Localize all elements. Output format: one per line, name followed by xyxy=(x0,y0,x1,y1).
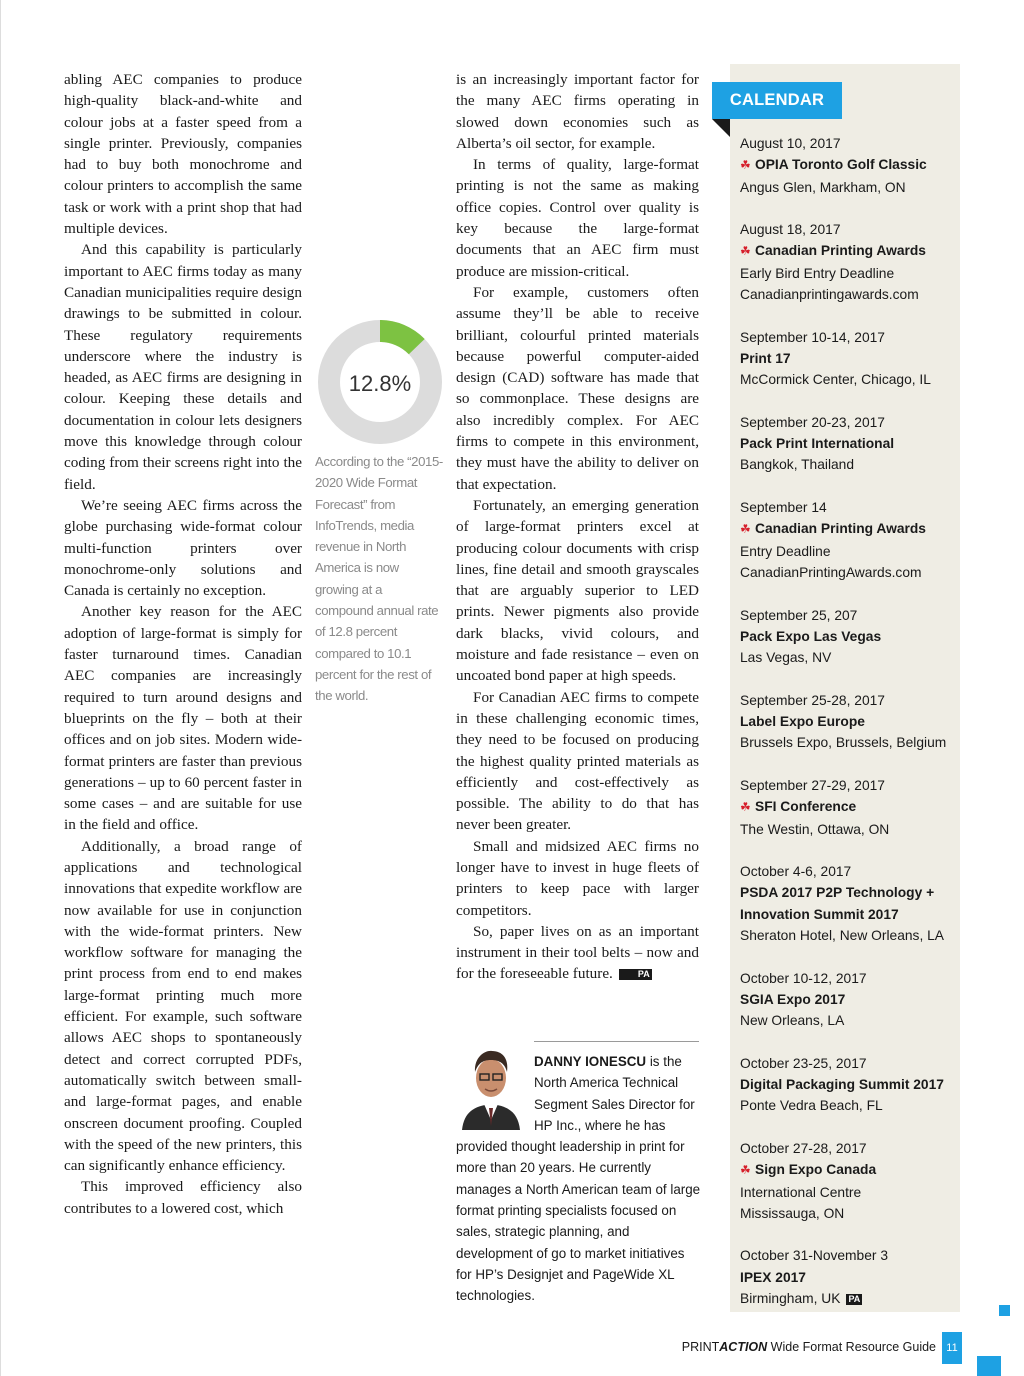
article-paragraph: We’re seeing AEC firms across the globe purchasing wide-format colour multi-function printers over monochrome-only solutions and Canada is certainly no exception. xyxy=(64,496,302,600)
author-photo xyxy=(456,1042,526,1130)
event-name xyxy=(740,1267,955,1288)
event-name-text: Sign Expo Canada xyxy=(755,1162,877,1178)
calendar-event xyxy=(740,861,955,946)
event-name-text: Pack Expo Las Vegas xyxy=(740,628,882,644)
event-detail xyxy=(740,819,955,840)
event-detail-text: Mississauga, ON xyxy=(740,1205,845,1221)
calendar-event xyxy=(740,497,955,583)
donut-highlight-slice xyxy=(380,331,417,347)
event-name xyxy=(740,796,955,818)
event-detail xyxy=(740,177,955,198)
article-column-2 xyxy=(456,69,699,985)
event-detail xyxy=(740,369,955,390)
event-detail xyxy=(740,647,955,668)
article-paragraph: For Canadian AEC firms to compete in these challenging economic times, they need to be focused on producing the highest quality printed materials as efficiently and cost-effectively as possible. The ability to do that has never been greater. xyxy=(456,688,699,834)
event-detail-text: Birmingham, UK xyxy=(740,1291,841,1307)
calendar-heading: CALENDAR xyxy=(712,82,842,119)
event-detail xyxy=(740,732,955,753)
event-name xyxy=(740,154,955,176)
event-detail xyxy=(740,925,955,946)
event-detail-text: CanadianPrintingAwards.com xyxy=(740,564,922,580)
maple-leaf-icon: ☘ xyxy=(740,800,751,815)
article-paragraph xyxy=(456,921,699,985)
event-date: September 20-23, 2017 xyxy=(740,414,885,430)
page-footer xyxy=(682,1340,936,1354)
stat-sidebar xyxy=(315,317,443,707)
event-date: August 18, 2017 xyxy=(740,222,841,238)
event-detail xyxy=(740,1288,955,1309)
event-date: September 25, 207 xyxy=(740,607,858,623)
event-name-text: SGIA Expo 2017 xyxy=(740,991,846,1007)
event-detail xyxy=(740,541,955,562)
event-detail-text: Ponte Vedra Beach, FL xyxy=(740,1098,883,1114)
page-number: 11 xyxy=(942,1332,962,1364)
calendar-event-list xyxy=(740,133,955,1331)
article-paragraph: Fortunately, an emerging generation of large-format printers excel at producing colour documents with crisp lines, fine detail and smooth grayscales that are arguably superior to LED prints. Newer pigments also provide dark blacks, vivid colours, and moisture and fade resistance – even on uncoated bond paper at high speeds. xyxy=(456,496,699,685)
calendar-event xyxy=(740,1245,955,1309)
calendar-event xyxy=(740,219,955,305)
event-date: October 31-November 3 xyxy=(740,1248,888,1264)
calendar-event xyxy=(740,133,955,198)
event-detail-text: Entry Deadline xyxy=(740,543,831,559)
article-paragraph: This improved efficiency also contributes to a lowered cost, which xyxy=(64,1178,302,1217)
calendar-tab-fold xyxy=(712,119,730,137)
author-bio xyxy=(456,1051,701,1307)
event-name xyxy=(740,882,955,925)
event-detail xyxy=(740,1095,955,1116)
event-detail-text: The Westin, Ottawa, ON xyxy=(740,821,890,837)
footer-brand: PRINTACTION xyxy=(681,1340,768,1354)
donut-chart xyxy=(315,317,445,447)
calendar-event xyxy=(740,327,955,391)
maple-leaf-icon: ☘ xyxy=(740,158,751,173)
event-name xyxy=(740,240,955,262)
event-date: September 25-28, 2017 xyxy=(740,692,885,708)
article-paragraph: is an increasingly important factor for the many AEC firms operating in slowed down economies such as Alberta’s oil sector, for example. xyxy=(456,71,699,152)
event-date: October 10-12, 2017 xyxy=(740,970,867,986)
article-paragraph: In terms of quality, large-format printing is not the same as making office copies. Control over quality is key because the large-format documents that an AEC firm must produce are mission-critical. xyxy=(456,156,699,280)
bio-divider xyxy=(534,1041,699,1042)
calendar-event xyxy=(740,1138,955,1224)
event-detail-text: New Orleans, LA xyxy=(740,1013,845,1029)
event-detail-text: International Centre xyxy=(740,1184,862,1200)
calendar-event xyxy=(740,968,955,1032)
event-date: October 4-6, 2017 xyxy=(740,864,852,880)
event-name xyxy=(740,348,955,369)
event-detail-text: McCormick Center, Chicago, IL xyxy=(740,372,931,388)
article-paragraph: abling AEC companies to produce high-quality black-and-white and colour jobs at a faster speed from a single printer. Previously, companies had to buy both monochrome and colour printers to accomplish the same task or work with a print shop that had multiple devices. xyxy=(64,71,302,238)
event-name-text: SFI Conference xyxy=(755,799,857,815)
event-name-text: PSDA 2017 P2P Technology + Innovation Summit 2017 xyxy=(740,885,935,922)
calendar-event xyxy=(740,690,955,754)
event-detail xyxy=(740,454,955,475)
author-bio-text: is the North America Technical Segment Sales Director for HP Inc., where he has provided thought leadership in print for more than 20 years. He currently manages a North American team of large format printing specialists focused on sales, strategic planning, and development of go to market initiatives for HP’s Designjet and PageWide XL technologies. xyxy=(456,1054,701,1304)
event-detail-text: Bangkok, Thailand xyxy=(740,457,855,473)
maple-leaf-icon: ☘ xyxy=(740,522,751,537)
page-edge xyxy=(0,0,1,1376)
event-name xyxy=(740,1074,955,1095)
maple-leaf-icon: ☘ xyxy=(740,1163,751,1178)
article-paragraph: And this capability is particularly important to AEC firms today as many Canadian municipalities require design drawings to be submitted in colour. These regulatory requirements underscore where the industry is headed, as AEC firms are designing in colour. Keeping these details and documentation in colour lets designers move this knowledge through colour coding from their screens right into the field. xyxy=(64,241,302,493)
event-name-text: Digital Packaging Summit 2017 xyxy=(740,1077,944,1093)
event-date: August 10, 2017 xyxy=(740,136,841,151)
decor-square-large xyxy=(977,1356,1001,1376)
event-date: September 27-29, 2017 xyxy=(740,777,885,793)
event-date: September 14 xyxy=(740,500,827,516)
event-detail xyxy=(740,1010,955,1031)
event-detail-text: Las Vegas, NV xyxy=(740,650,832,666)
calendar-event xyxy=(740,412,955,476)
author-name: DANNY IONESCU xyxy=(534,1054,647,1069)
calendar-event xyxy=(740,775,955,840)
event-detail xyxy=(740,1182,955,1203)
event-detail xyxy=(740,263,955,284)
event-name-text: OPIA Toronto Golf Classic xyxy=(755,157,927,173)
maple-leaf-icon: ☘ xyxy=(740,244,751,259)
event-name xyxy=(740,433,955,454)
pa-end-mark-icon: PA xyxy=(619,969,652,980)
event-name xyxy=(740,626,955,647)
event-detail xyxy=(740,1203,955,1224)
article-paragraph: Another key reason for the AEC adoption of large-format is simply for faster turnaround times. Canadian AEC companies are increasingly required to turn around designs and blueprints on the fly – both at their offices and on job sites. Modern wide-format printers are faster than previous generations – up to 60 percent faster in some cases – and are suitable for use in the field and office. xyxy=(64,603,302,834)
event-detail-text: Canadianprintingawards.com xyxy=(740,287,919,303)
pa-end-mark-icon: PA xyxy=(848,1294,861,1305)
article-column-1 xyxy=(64,69,302,1219)
event-date: October 23-25, 2017 xyxy=(740,1055,867,1071)
event-date: October 27-28, 2017 xyxy=(740,1140,867,1156)
event-name-text: Pack Print International xyxy=(740,436,895,452)
event-detail xyxy=(740,562,955,583)
donut-stat-label: 12.8% xyxy=(348,371,412,396)
event-name xyxy=(740,711,955,732)
footer-guide-title: Wide Format Resource Guide xyxy=(767,1340,936,1354)
article-paragraph: Small and midsized AEC firms no longer have to invest in huge fleets of printers to keep pace with larger competitors. xyxy=(456,837,699,919)
article-last-text: So, paper lives on as an important instrument in their tool belts – now and for the foreseeable future. xyxy=(456,922,699,983)
event-detail-text: Early Bird Entry Deadline xyxy=(740,265,895,281)
event-name-text: Print 17 xyxy=(740,350,791,366)
calendar-event xyxy=(740,1053,955,1117)
event-detail xyxy=(740,284,955,305)
event-date: September 10-14, 2017 xyxy=(740,329,885,345)
article-paragraph: Additionally, a broad range of applications and technological innovations that expedite workflow are now available for use in conjunction with the wide-format printers. New workflow software for managing the print process from end to end makes large-format printing much more efficient. For example, such software allows AEC shops to spontaneously detect and correct corrupted PDFs, automatically switch between small- and large-format pages, and enable onscreen document proofing. Coupled with the speed of the new printers, this can significantly enhance efficiency. xyxy=(64,837,302,1175)
event-name xyxy=(740,518,955,540)
event-name xyxy=(740,1159,955,1181)
calendar-event xyxy=(740,605,955,669)
decor-square-small xyxy=(999,1305,1010,1316)
event-name-text: Canadian Printing Awards xyxy=(755,243,926,259)
event-detail-text: Angus Glen, Markham, ON xyxy=(740,179,906,195)
stat-caption: According to the “2015-2020 Wide Format Forecast” from InfoTrends, media revenue in North America is now growing at a compound annual rate of 12.8 percent compared to 10.1 percent for the rest of the world. xyxy=(315,454,443,704)
event-name-text: IPEX 2017 xyxy=(740,1269,806,1285)
event-name xyxy=(740,989,955,1010)
event-name-text: Label Expo Europe xyxy=(740,714,865,730)
event-detail-text: Sheraton Hotel, New Orleans, LA xyxy=(740,927,944,943)
event-detail-text: Brussels Expo, Brussels, Belgium xyxy=(740,735,947,751)
article-paragraph: For example, customers often assume they’ll be able to receive brilliant, colourful printed materials because powerful computer-aided design (CAD) software has made that so commonplace. These designs are also incredibly complex. For AEC firms to compete in this environment, they must have the ability to deliver on that expectation. xyxy=(456,283,699,493)
event-name-text: Canadian Printing Awards xyxy=(755,521,926,537)
